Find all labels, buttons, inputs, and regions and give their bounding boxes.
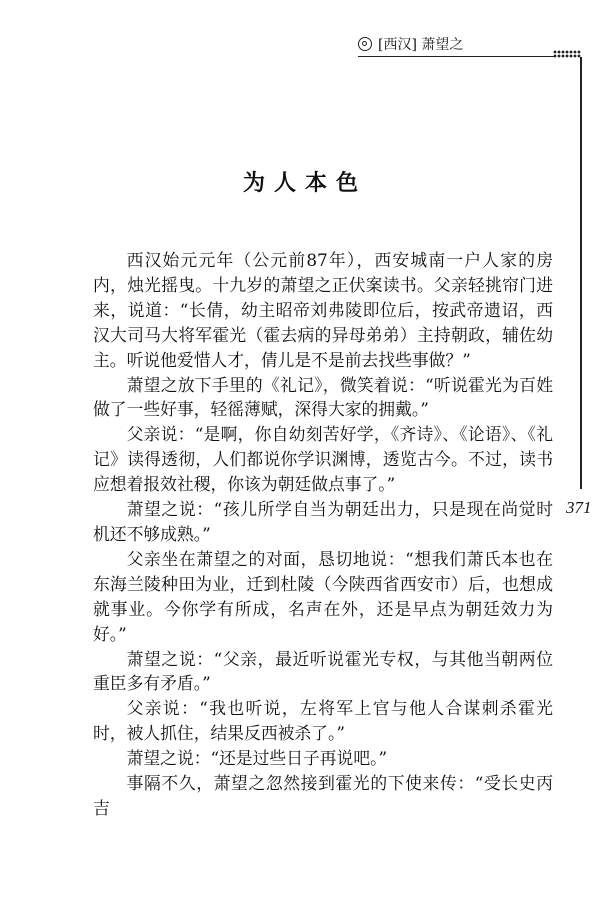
page-number: 371 bbox=[566, 498, 592, 517]
paragraph: 萧望之放下手里的《礼记》，微笑着说：“听说霍光为百姓做了一些好事，轻徭薄赋，深得大家的拥戴。” bbox=[93, 374, 553, 420]
chapter-title: 为人本色 bbox=[242, 170, 367, 196]
paragraph: 萧望之说：“孩儿所学自当为朝廷出力，只是现在尚觉时机还不够成熟。” bbox=[93, 499, 553, 544]
running-header bbox=[358, 34, 548, 56]
paragraph: 萧望之说：“还是过些日子再说吧。” bbox=[126, 748, 388, 769]
paragraph: 西汉始元元年（公元前87年），西安城南一户人家的房内，烛光摇曳。十九岁的萧望之正伏案读书。父亲轻挑帘门进来，说道：“长倩，幼主昭帝刘弗陵即位后，按武帝遗诏，西汉大司马大将军霍光（霍去病的异母弟弟）主持朝政，辅佐幼主。听说他爱惜人才，倩儿是不是前去找些事做？” bbox=[93, 250, 553, 370]
paragraph: 父亲坐在萧望之的对面，恳切地说：“想我们萧氏本也在东海兰陵种田为业，迁到杜陵（今陕西省西安市）后，也想成就事业。今你学有所成，名声在外，还是早点为朝廷效力为好。” bbox=[93, 548, 553, 644]
body-text bbox=[93, 248, 553, 821]
paragraph: 事隔不久，萧望之忽然接到霍光的下使来传：“受长史丙吉 bbox=[93, 773, 553, 818]
header-dot-ornament bbox=[553, 50, 581, 58]
paragraph: 父亲说：“是啊，你自幼刻苦好学，《齐诗》、《论语》、《礼记》读得透彻，人们都说你学识渊博，透览古今。不过，读书应想着报效社稷，你该为朝廷做点事了。” bbox=[93, 424, 553, 495]
header-rule bbox=[358, 56, 554, 57]
running-header-title: [西汉] 萧望之 bbox=[378, 37, 464, 53]
side-rule bbox=[580, 57, 582, 489]
paragraph: 父亲说：“我也听说，左将军上官与他人合谋刺杀霍光时，被人抓住，结果反西被杀了。” bbox=[93, 698, 553, 744]
paragraph: 萧望之说：“父亲，最近听说霍光专权，与其他当朝两位重臣多有矛盾。” bbox=[93, 648, 553, 694]
circle-ornament-icon bbox=[358, 37, 372, 51]
